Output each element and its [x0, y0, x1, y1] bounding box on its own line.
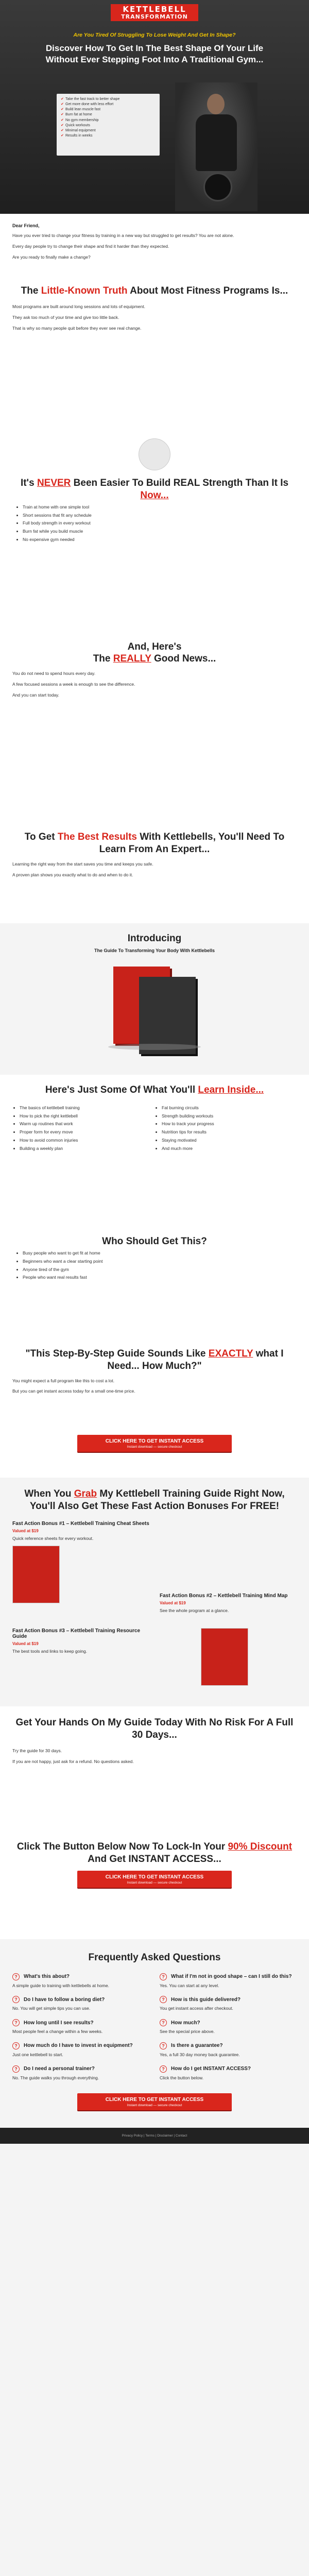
list-item: • Proper form for every move [20, 1129, 154, 1136]
logo-top: KETTLEBELL [123, 5, 186, 14]
question-icon: ? [12, 2042, 20, 2049]
section-heading: Click The Button Below Now To Lock-In Your 90% Discount And Get INSTANT ACCESS... [16, 1841, 293, 1865]
section-heading: Here's Just Some Of What You'll Learn Inside... [45, 1084, 264, 1095]
faq-question[interactable]: How do I get INSTANT ACCESS? [171, 2066, 251, 2072]
section-heading: Frequently Asked Questions [88, 1952, 221, 1963]
faq-right [160, 1973, 297, 2089]
intro-paragraph: Have you ever tried to change your fitness by training in a new way but struggled to get results? You are not alone. [12, 233, 234, 238]
hero-bullet: ✔ Build lean muscle fast [61, 107, 156, 112]
bonus-title: Fast Action Bonus #1 – Kettlebell Training Cheat Sheets [12, 1520, 149, 1527]
section-heading: "This Step-By-Step Guide Sounds Like EXACTLY what I Need... How Much?" [25, 1348, 284, 1371]
bonus-value: Valued at $19 [12, 1528, 39, 1533]
question-icon: ? [12, 1996, 20, 2003]
section-heading: And, Here's The REALLY Good News... [93, 641, 216, 665]
bonus-2 [160, 1521, 297, 1618]
never-easier-section [0, 433, 309, 635]
section-heading: The Little-Known Truth About Most Fitness Programs Is... [21, 285, 288, 297]
guarantee-section [0, 1706, 309, 1836]
faq-answer: Yes. You can start at any level. [160, 1982, 219, 1988]
hero-bullet: ✔ Take the fast track to better shape [61, 97, 156, 102]
truth-section [0, 280, 309, 433]
final-cta-section [0, 1836, 309, 1939]
good-news-section [0, 636, 309, 826]
list-item: • People who want real results fast [23, 1274, 297, 1281]
bonus-value: Valued at $19 [12, 1641, 39, 1647]
faq-answer: Most people feel a change within a few weeks. [12, 2029, 103, 2034]
faq-question[interactable]: How long until I see results? [24, 2020, 94, 2026]
body-paragraph: Most programs are built around long sessions and lots of equipment. [12, 304, 145, 309]
buy-button[interactable]: CLICK HERE TO GET INSTANT ACCESS Instant download — secure checkout [77, 2093, 232, 2110]
list-item: • Staying motivated [162, 1137, 297, 1144]
faq-question[interactable]: What if I'm not in good shape – can I still do this? [171, 1974, 292, 1979]
product-subtitle: The Guide To Transforming Your Body With Kettlebells [94, 948, 215, 953]
faq-question[interactable]: Do I need a personal trainer? [24, 2066, 95, 2072]
buy-button[interactable]: CLICK HERE TO GET INSTANT ACCESS Instant download — secure checkout [77, 1435, 232, 1452]
body-paragraph: Learning the right way from the start saves you time and keeps you safe. [12, 861, 153, 867]
body-paragraph: You might expect a full program like this to cost a lot. [12, 1378, 115, 1383]
body-paragraph: But you can get instant access today for a small one-time price. [12, 1388, 135, 1394]
faq-answer: No. The guide walks you through everything. [12, 2075, 99, 2080]
bonuses-section [0, 1478, 309, 1706]
kettlebell-icon [203, 173, 232, 201]
faq-question[interactable]: How much? [171, 2020, 200, 2026]
how-much-section [0, 1343, 309, 1478]
list-item: • Strength building workouts [162, 1113, 297, 1120]
faq-section [0, 1939, 309, 2128]
faq-left [12, 1973, 149, 2089]
question-icon: ? [160, 2065, 167, 2073]
section-heading: Who Should Get This? [102, 1236, 207, 1247]
intro-letter [0, 214, 309, 280]
list-item: • How to pick the right kettlebell [20, 1113, 154, 1120]
question-icon: ? [160, 2019, 167, 2026]
intro-paragraph: Are you ready to finally make a change? [12, 254, 91, 260]
hero-headline: Discover How To Get In The Best Shape Of Your Life Without Ever Stepping Foot Into A Traditional Gym... [45, 43, 264, 64]
faq-question[interactable]: Is there a guarantee? [171, 2043, 223, 2049]
question-icon: ? [160, 1973, 167, 1980]
section-heading: When You Grab My Kettlebell Training Guide Right Now, You'll Also Get These Fast Action Bonuses For FREE! [24, 1488, 285, 1512]
question-icon: ? [12, 1973, 20, 1980]
faq-answer: See the special price above. [160, 2029, 215, 2034]
list-item: • Warm up routines that work [20, 1121, 154, 1127]
hero-bullet: ✔ Results in weeks [61, 133, 156, 139]
list-item: • Building a weekly plan [20, 1145, 154, 1152]
question-icon: ? [160, 2042, 167, 2049]
hero-bullet-box [57, 94, 160, 156]
section-heading: Introducing [127, 933, 182, 944]
question-icon: ? [12, 2065, 20, 2073]
section-heading: It's NEVER Been Easier To Build REAL Strength Than It Is Now... [20, 478, 289, 501]
list-item: • Short sessions that fit any schedule [23, 512, 297, 519]
faq-answer: Yes, a full 30 day money back guarantee. [160, 2052, 240, 2057]
hero-bullet: ✔ No gym membership [61, 118, 156, 123]
faq-question[interactable]: Do I have to follow a boring diet? [24, 1996, 105, 2003]
list-item: • Nutrition tips for results [162, 1129, 297, 1136]
bonus-book-image [12, 1546, 60, 1603]
footer-links[interactable]: Privacy Policy | Terms | Disclaimer | Contact [0, 2128, 309, 2144]
list-item: • How to track your progress [162, 1121, 297, 1127]
logo-bottom: TRANSFORMATION [121, 13, 188, 20]
list-item: • The basics of kettlebell training [20, 1105, 154, 1111]
faq-answer: You get instant access after checkout. [160, 2006, 233, 2011]
brand-logo[interactable] [111, 4, 198, 21]
list-item: • How to avoid common injuries [20, 1137, 154, 1144]
bonus-title: Fast Action Bonus #2 – Kettlebell Training Mind Map [160, 1592, 288, 1599]
list-item: • Train at home with one simple tool [23, 504, 297, 511]
list-item: • Full body strength in every workout [23, 520, 297, 527]
bonus-book-image [201, 1628, 248, 1686]
hero-bullet: ✔ Minimal equipment [61, 128, 156, 133]
hero-pre-headline: Are You Tired Of Struggling To Lose Weight And Get In Shape? [73, 32, 236, 39]
faq-answer: Click the button below. [160, 2075, 204, 2080]
buy-button[interactable]: CLICK HERE TO GET INSTANT ACCESS Instant download — secure checkout [77, 1871, 232, 1888]
hero-bullet: ✔ Quick workouts [61, 123, 156, 128]
list-item: • No expensive gym needed [23, 536, 297, 543]
faq-answer: No. You will get simple tips you can use. [12, 2006, 91, 2011]
faq-question[interactable]: What's this about? [24, 1974, 70, 1979]
product-book-image [98, 961, 211, 1064]
body-paragraph: A few focused sessions a week is enough to see the difference. [12, 681, 135, 687]
bonus-text: See the whole program at a glance. [160, 1607, 229, 1613]
learn-list-right [154, 1105, 297, 1154]
learn-inside-section [0, 1075, 309, 1230]
section-heading: To Get The Best Results With Kettlebells, You'll Need To Learn From An Expert... [24, 832, 285, 855]
body-paragraph: They ask too much of your time and give too little back. [12, 314, 119, 320]
hero-bullet: ✔ Get more done with less effort [61, 102, 156, 107]
expert-section [0, 826, 309, 923]
body-paragraph: If you are not happy, just ask for a refund. No questions asked. [12, 1758, 134, 1764]
question-icon: ? [160, 1996, 167, 2003]
intro-paragraph: Every day people try to change their shape and find it harder than they expected. [12, 243, 169, 249]
salutation: Dear Friend, [12, 223, 40, 228]
list-item: • Busy people who want to get fit at home [23, 1250, 297, 1257]
megaphone-icon [139, 438, 170, 470]
question-icon: ? [12, 2019, 20, 2026]
body-paragraph: A proven plan shows you exactly what to do and when to do it. [12, 872, 133, 877]
list-item: • Beginners who want a clear starting point [23, 1258, 297, 1265]
hero-bullet: ✔ Burn fat at home [61, 112, 156, 117]
bonus-value: Valued at $19 [160, 1600, 186, 1605]
faq-question[interactable]: How much do I have to invest in equipment? [24, 2043, 133, 2049]
bonus-3 [12, 1628, 149, 1686]
body-paragraph: That is why so many people quit before they ever see real change. [12, 325, 142, 331]
bonus-text: The best tools and links to keep going. [12, 1649, 88, 1654]
hero-athlete-image [175, 82, 258, 211]
section-heading: Get Your Hands On My Guide Today With No Risk For A Full 30 Days... [15, 1717, 294, 1740]
faq-answer: A simple guide to training with kettlebells at home. [12, 1982, 110, 1988]
list-item: • Fat burning circuits [162, 1105, 297, 1111]
list-item: • Burn fat while you build muscle [23, 528, 297, 535]
who-section [0, 1230, 309, 1343]
product-intro-section [0, 923, 309, 1075]
bonus-text: Quick reference sheets for every workout. [12, 1535, 94, 1541]
bonus-1 [12, 1521, 149, 1618]
learn-list-left [12, 1105, 154, 1154]
bonus-title: Fast Action Bonus #3 – Kettlebell Training Resource Guide [12, 1628, 141, 1640]
list-item: • Anyone tired of the gym [23, 1266, 297, 1273]
body-paragraph: And you can start today. [12, 692, 60, 698]
body-paragraph: Try the guide for 30 days. [12, 1748, 62, 1753]
body-paragraph: You do not need to spend hours every day. [12, 671, 96, 676]
list-item: • And much more [162, 1145, 297, 1152]
hero-banner [0, 0, 309, 214]
faq-answer: Just one kettlebell to start. [12, 2052, 63, 2057]
faq-question[interactable]: How is this guide delivered? [171, 1996, 241, 2003]
